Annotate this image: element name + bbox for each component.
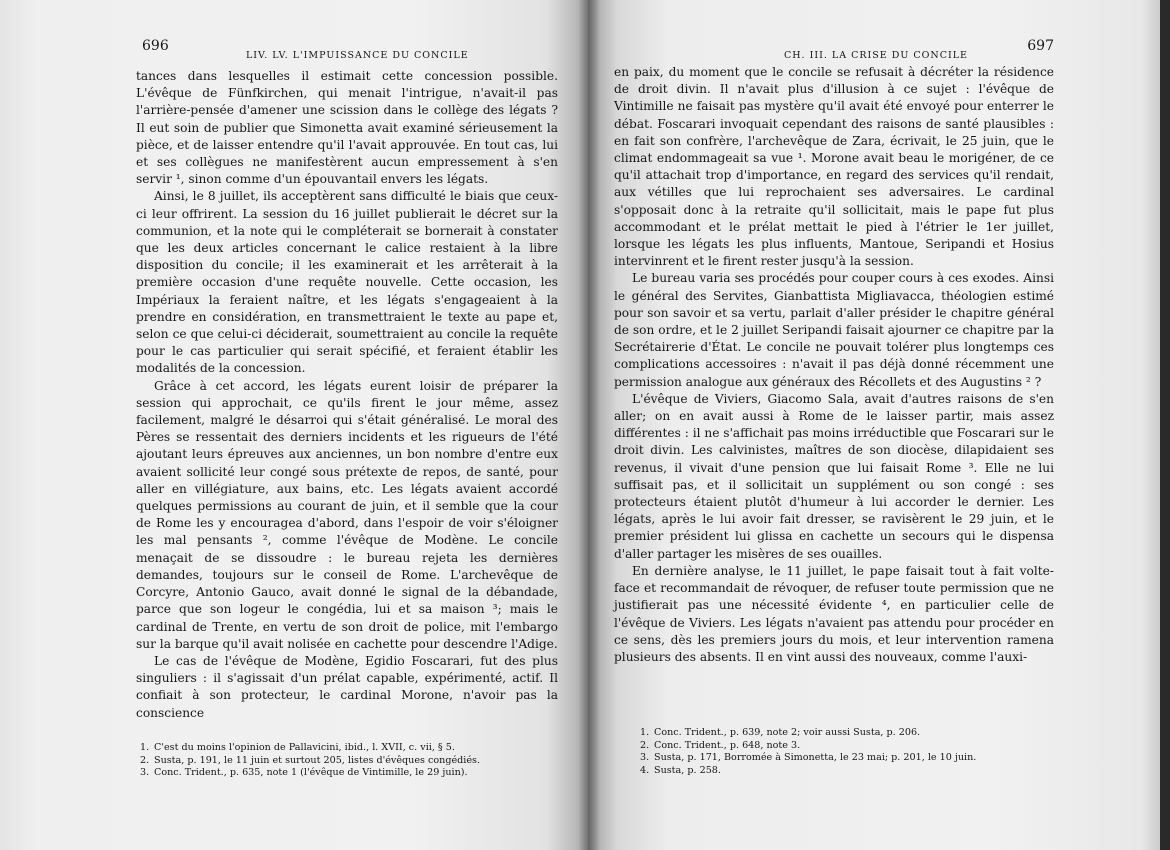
footnote-text: Susta, p. 191, le 11 juin et surtout 205, listes d'évêques congédiés. [154,754,480,766]
footnote [140,767,550,780]
footnote-number: 1. [640,727,650,738]
footnote-number: 1. [140,742,150,753]
footnote [640,740,1050,753]
footnote-number: 2. [140,754,150,766]
footnote-number: 3. [640,752,650,764]
footnote [140,755,550,768]
paragraph: Ainsi, le 8 juillet, ils acceptèrent sans difficulté le biais que ceux-ci leur offrirent. La session du 16 juillet publierait le décret sur la communion, et la note qui le compléterait se bornerait à constater que les deux articles concernant le calice restaient à la libre disposition du concile; il les examinerait et les arrêterait à la première occasion d'une requête nouvelle. Cette occasion, les Impériaux la feraient naître, et les légats s'engageaient à la prendre en considération, en transmettraient le texte au pape et, selon ce que celui-ci déciderait, soumettraient au concile la requête pour le cas particulier qui serait spécifié, et feraient établir les modalités de la concession. [136,189,558,376]
scan-edge [1160,0,1170,850]
footnote-text: Conc. Trident., p. 648, note 3. [654,739,801,751]
paragraph: en paix, du moment que le concile se refusait à décréter la résidence de droit divin. Il n'avait plus d'illusion à ce sujet : l'évêque de Vintimille ne faisait pas mystère qu'il avait été envoyé pour enterrer le débat. Foscarari invoquait cependant des raisons de santé plausibles : en fait son confrère, l'archevêque de Zara, écrivait, le 25 juin, que le climat endommageait sa vue ¹. Morone avait beau le morigéner, de ce qu'il attachait trop d'importance, en regard des services qu'il rendait, aux vétilles que lui reprochaient ses adversaires. Le cardinal s'opposait donc à la retraite qu'il sollicitait, mais le pape fut plus accommodant et le prélat mettait le pied à l'étrier le 1er juillet, lorsque les légats les plus influents, Mantoue, Seripandi et Hosius intervinrent et le firent rester jusqu'à la session. [614,65,1054,269]
right-body-text [614,64,1054,666]
footnote [640,765,1050,778]
footnote-number: 2. [640,739,650,751]
left-footnotes [140,742,550,780]
footnote-number: 4. [640,764,650,776]
footnote-text: Susta, p. 171, Borromée à Simonetta, le 23 mai; p. 201, le 10 juin. [654,752,977,764]
right-footnotes [640,727,1050,777]
book-gutter-shadow [578,0,600,850]
paragraph: Le bureau varia ses procédés pour couper cours à ces exodes. Ainsi le général des Servites, Gianbattista Migliavacca, théologien estimé pour son savoir et sa vertu, parlait d'aller présider le chapitre général de son ordre, et le 2 juillet Seripandi faisait ajourner ce chapitre par la Secrétairerie d'État. Le concile ne pouvait tolérer plus longtemps ces complications accessoires : n'avait il pas déjà donné récemment une permission analogue aux généraux des Récollets et des Augustins ² ? [614,271,1054,389]
left-body-text [136,68,558,722]
footnote-text: Conc. Trident., p. 635, note 1 (l'évêque de Vintimille, le 29 juin). [154,767,468,779]
footnote [640,752,1050,765]
right-page-number: 697 [1027,38,1054,54]
footnote-text: C'est du moins l'opinion de Pallavicini, ibid., l. XVII, c. vii, § 5. [154,742,455,753]
footnote [140,742,550,755]
left-running-head [136,38,558,68]
footnote-number: 3. [140,767,150,779]
right-running-title: CH. III. LA CRISE DU CONCILE [784,50,968,61]
footnote-text: Susta, p. 258. [654,764,721,776]
footnote-text: Conc. Trident., p. 639, note 2; voir aussi Susta, p. 206. [654,727,921,738]
footnote [640,727,1050,740]
left-running-title: LIV. LV. L'IMPUISSANCE DU CONCILE [246,50,469,61]
right-page [588,0,1170,850]
paragraph: Le cas de l'évêque de Modène, Egidio Foscarari, fut des plus singuliers : il s'agissait d'un prélat capable, expérimenté, actif. Il confiait à son protecteur, le cardinal Morone, n'avoir pas la conscience [136,653,558,720]
paragraph: En dernière analyse, le 11 juillet, le pape faisait tout à fait volte-face et recommandait de révoquer, de refuser toute permission que ne justifierait pas une nécessité évidente ⁴, en particulier celle de l'évêque de Viviers. Les légats n'avaient pas attendu pour procéder en ce sens, dès les premiers jours du mois, et leur intervention ramena plusieurs des absents. Il en vint aussi des nouveaux, comme l'auxi- [614,563,1054,664]
left-page-number: 696 [142,38,169,54]
right-running-head [614,38,1054,68]
paragraph: L'évêque de Viviers, Giacomo Sala, avait d'autres raisons de s'en aller; on en avait aussi à Rome de le laisser partir, mais assez différentes : il ne s'affichait pas moins irréductible que Foscarari sur le droit divin. Les calvinistes, maîtres de son diocèse, dilapidaient ses revenus, il vivait d'une pension que lui faisait Rome ³. Elle ne lui suffisait pas, et il sollicitait un supplément ou son congé : ses protecteurs étaient plutôt d'humeur à lui accorder le dernier. Les légats, après le lui avoir fait dresser, se ravisèrent le 29 juin, et le premier président lui glissa en cachette un secours qui le dispensa d'aller partager les misères de ses ouailles. [614,391,1054,561]
paragraph: tances dans lesquelles il estimait cette concession possible. L'évêque de Fünfkirchen, qui menait l'intrigue, n'avait-il pas l'arrière-pensée d'amener une scission dans le collège des légats ? Il eut soin de publier que Simonetta avait examiné sérieusement la pièce, et de laisser entendre qu'il l'avait approuvée. En tout cas, lui et ses collègues ne manifestèrent aucun empressement à s'en servir ¹, sinon comme d'un épouvantail envers les légats. [136,69,558,187]
paragraph: Grâce à cet accord, les légats eurent loisir de préparer la session qui approchait, ce qu'ils firent le jour même, assez facilement, malgré le désarroi qui s'était généralisé. Le moral des Pères se ressentait des derniers incidents et les rigueurs de l'été ajoutant leurs épreuves aux anciennes, un bon nombre d'entre eux avaient sollicité leur congé sous prétexte de repos, de santé, pour aller en villégiature, aux bains, etc. Les légats avaient accordé quelques permissions au courant de juin, et il semble que la cour de Rome les y encouragea d'abord, dans l'espoir de voir s'éloigner les mal pensants ², comme l'évêque de Modène. Le concile menaçait de se dissoudre : le bureau rejeta les dernières demandes, toujours sur le conseil de Rome. L'archevêque de Corcyre, Antonio Gauco, avait donné le signal de la débandade, parce que son logeur le congédia, lui et sa maison ³; mais le cardinal de Trente, en vertu de son droit de police, mit l'embargo sur la barque qu'il avait nolisée en cachette pour descendre l'Adige. [136,378,558,651]
